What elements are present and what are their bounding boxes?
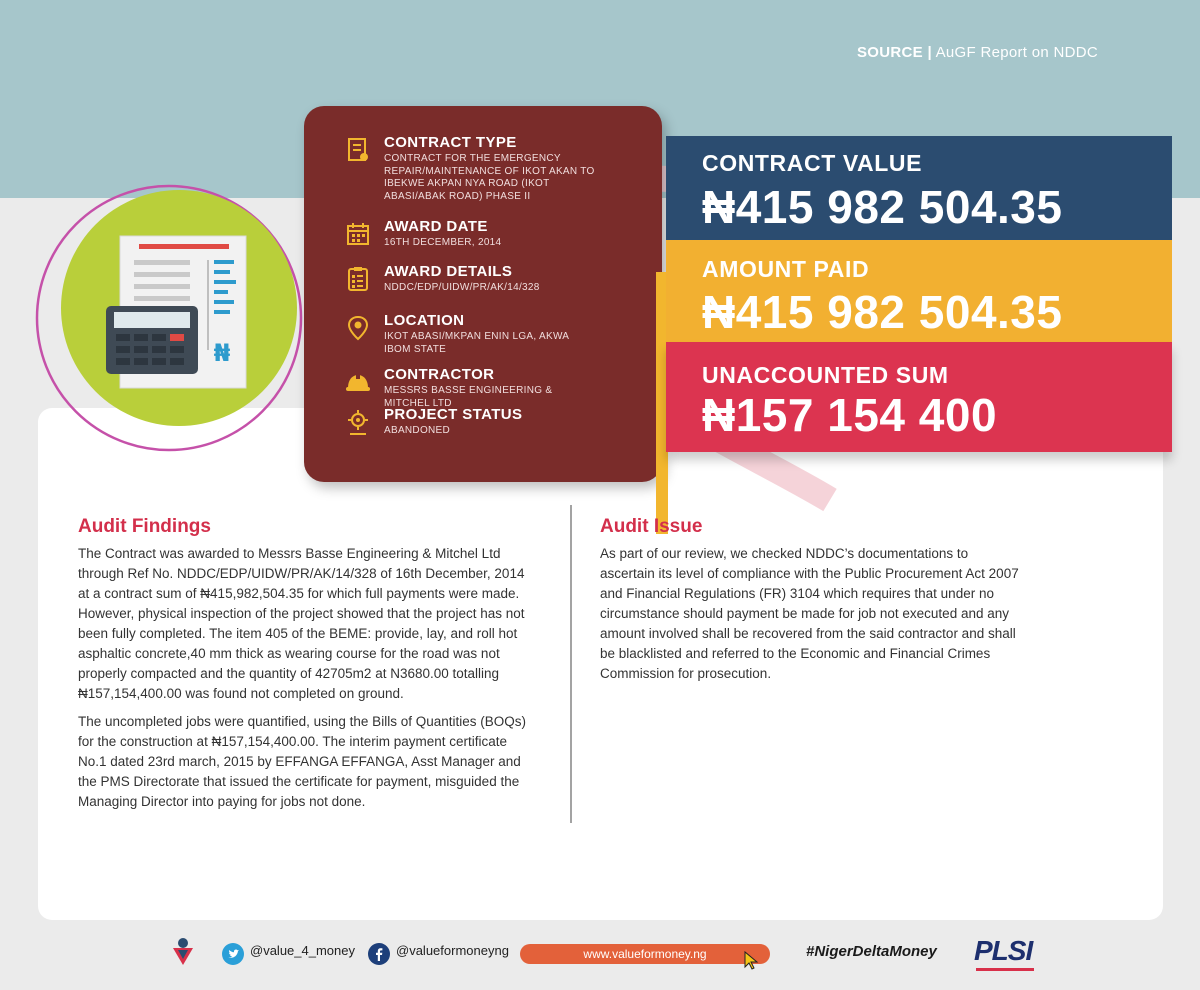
source-text: AuGF Report on NDDC [935,44,1099,61]
contract-document-icon [344,136,372,164]
audit-issue-paragraph: As part of our review, we checked NDDC’s documentations to ascertain its level of compliance with the Public Procurement Act 2007 and Financial Regulations (FR) 3104 which requires that under no circumstance should payment be made for job not executed and any amount involved shall be recovered from the said contractor and shall be blacklisted and referred to the Economic and Financial Crimes Commission for prosecution. [600,546,1019,681]
audit-findings-paragraph: The Contract was awarded to Messrs Basse Engineering & Mitchel Ltd through Ref No. NDDC/EDP/UIDW/PR/AK/14/328 of 16th December, 2014 at a contract sum of ₦415,982,504.35 for which full payments were made. However, physical inspection of the project showed that the project has not been fully completed. The item 405 of the BEME: provide, lay, and roll hot asphaltic concrete,40 mm thick as wearing course for the road was not properly compacted and the quantity of 42705m2 at N3680.00 totalling ₦157,154,400.00 was found not completed on ground. [78,546,525,701]
plsi-logo-underline [976,968,1034,971]
cursor-pointer-icon [740,949,762,971]
unaccounted-sum-panel [666,342,1172,452]
detail-text: IKOT ABASI/MKPAN ENIN LGA, AKWA IBOM STATE [384,331,569,355]
plsi-logo: PLSI [974,935,1033,966]
twitter-handle[interactable]: @value_4_money [250,943,355,958]
gear-status-icon [344,408,372,436]
detail-title: AWARD DATE [384,218,488,235]
detail-title: AWARD DETAILS [384,263,513,280]
calendar-icon [344,220,372,248]
detail-text: 16TH DECEMBER, 2014 [384,237,502,248]
amount-paid-label: AMOUNT PAID [702,256,870,282]
amount-paid-amount: ₦415 982 504.35 [702,286,1063,338]
contract-value-panel [666,136,1172,242]
calculator-illustration [34,178,314,458]
detail-title: LOCATION [384,312,465,329]
unaccounted-sum-label: UNACCOUNTED SUM [702,362,949,388]
svg-text:₦: ₦ [213,339,231,367]
hashtag: #NigerDeltaMoney [806,943,937,960]
detail-text: MESSRS BASSE ENGINEERING & MITCHEL LTD [384,385,553,409]
detail-text: CONTRACT FOR THE EMERGENCY REPAIR/MAINTENANCE OF IKOT AKAN TO IBEKWE AKPAN NYA ROAD (IKOT ABASI/ABAK ROAD) PHASE II [384,153,595,202]
amount-paid-panel [666,240,1172,344]
contract-value-label: CONTRACT VALUE [702,150,923,176]
source-line [857,44,1098,61]
facebook-icon[interactable] [368,943,390,965]
website-url-bar[interactable] [520,944,770,964]
organization-logo-icon [170,937,196,967]
audit-findings-paragraph: The uncompleted jobs were quantified, using the Bills of Quantities (BOQs) for the construction at ₦157,154,400.00. The interim payment certificate No.1 dated 23rd march, 2015 by EFFANGA EFFANGA, Asst Manager and the PMS Directorate that issued the certificate for payment, misguided the Managing Director into paying for jobs not done. [78,714,526,809]
website-url[interactable]: www.valueformoney.ng [583,947,707,961]
calculator-document-icon [34,178,314,458]
footer [0,935,1200,975]
source-separator: | [927,44,932,61]
column-divider [570,505,572,823]
audit-issue-heading: Audit Issue [600,516,703,537]
detail-title: PROJECT STATUS [384,406,523,423]
contract-details-card [304,106,662,482]
detail-title: CONTRACT TYPE [384,134,517,151]
hard-hat-icon [344,368,372,396]
clipboard-checklist-icon [344,265,372,293]
twitter-icon[interactable] [222,943,244,965]
audit-issue-section [600,516,1020,692]
facebook-handle[interactable]: @valueformoneyng [396,943,509,958]
contract-value-amount: ₦415 982 504.35 [702,181,1063,233]
detail-text: NDDC/EDP/UIDW/PR/AK/14/328 [384,282,540,293]
location-pin-icon [344,314,372,342]
audit-findings-heading: Audit Findings [78,516,211,537]
audit-findings-section [78,516,538,820]
unaccounted-sum-amount: ₦157 154 400 [702,389,998,441]
source-label: SOURCE [857,44,923,61]
detail-title: CONTRACTOR [384,366,495,383]
detail-text: ABANDONED [384,425,451,436]
